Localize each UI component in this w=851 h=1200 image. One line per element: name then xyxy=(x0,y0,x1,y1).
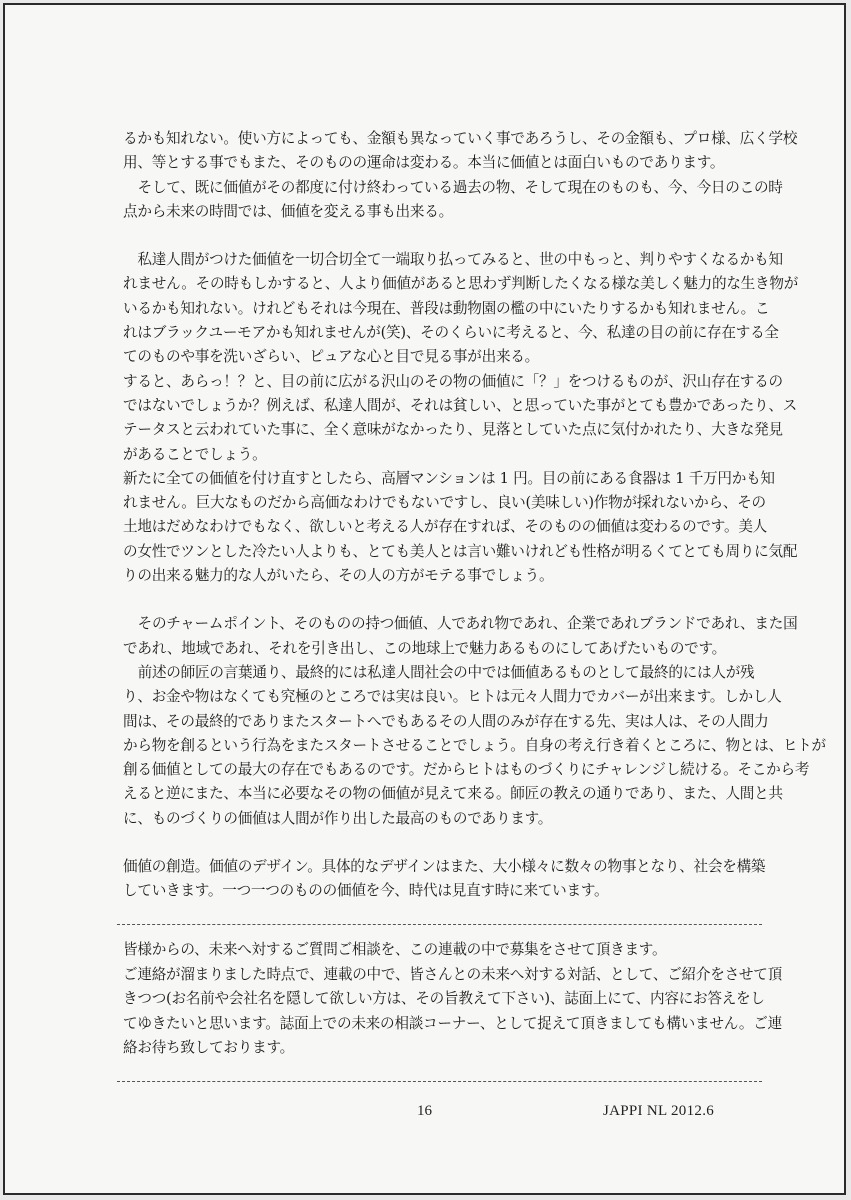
paragraph xyxy=(123,661,826,831)
text-line: れはブラックユーモアかも知れませんが(笑)、そのくらいに考えると、今、私達の目の前に存在する全 xyxy=(123,324,779,342)
text-line: 新たに全ての価値を付け直すとしたら、高層マンションは 1 円。目の前にある食器は 1 千万円かも知 xyxy=(123,469,775,487)
text-line: いるかも知れない。けれどもそれは今現在、普段は動物園の檻の中にいたりするかも知れません。こ xyxy=(123,299,770,317)
text-line: 私達人間がつけた価値を一切合切全て一端取り払ってみると、世の中もっと、判りやすくなるかも知 xyxy=(123,251,783,269)
paragraph xyxy=(123,176,783,225)
paragraph xyxy=(123,370,798,467)
paragraph xyxy=(123,855,768,904)
text-line: 点から未来の時間では、価値を変える事も出来る。 xyxy=(123,202,453,220)
paragraph-gap xyxy=(123,224,768,248)
document-page xyxy=(3,3,846,1195)
text-line: 間は、その最終的でありまたスタートへでもあるその人間のみが存在する先、実は人は、その人間力 xyxy=(123,712,769,730)
text-line: すると、あらっ！？と、目の前に広がる沢山のその物の価値に「？」をつけるものが、沢山存在するの xyxy=(123,372,783,390)
text-line: えると逆にまた、本当に必要なその物の価値が見えて来る。師匠の教えの通りであり、また、人間と共 xyxy=(123,785,783,803)
text-line: であれ、地域であれ、それを引き出し、この地球上で魅力あるものにしてあげたいものです。 xyxy=(123,639,727,657)
paragraph xyxy=(123,612,798,661)
reader-notice xyxy=(123,938,782,1061)
text-line: そのチャームポイント、そのものの持つ価値、人であれ物であれ、企業であれブランドであれ、また国 xyxy=(137,615,798,633)
page-number: 16 xyxy=(417,1103,432,1119)
text-line: 価値の創造。価値のデザイン。具体的なデザインはまた、大小様々に数々の物事となり、社会を構築 xyxy=(123,858,766,876)
notice-line: 絡お待ち致しております。 xyxy=(123,1039,294,1057)
paragraph-gap xyxy=(123,588,768,612)
notice-line: きつつ(お名前や会社名を隠して欲しい方は、その旨教えて下さい)、誌面上にて、内容にお答えをし xyxy=(123,990,765,1008)
text-line: 土地はだめなわけでもなく、欲しいと考える人が存在すれば、そのものの価値は変わるのです。美人 xyxy=(123,518,768,536)
notice-line: ご連絡が溜まりました時点で、連載の中で、皆さんとの未来へ対する対話、として、ご紹介をさせて頂 xyxy=(123,965,782,983)
divider-bottom xyxy=(117,1081,762,1082)
notice-line: 皆様からの、未来へ対するご質問ご相談を、この連載の中で募集をさせて頂きます。 xyxy=(123,941,667,958)
paragraph xyxy=(123,248,799,369)
article-body xyxy=(123,127,826,904)
text-line: てのものや事を洗いざらい、ピュアな心と目で見る事が出来る。 xyxy=(123,348,539,366)
text-line: があることでしょう。 xyxy=(123,445,267,463)
publication-info: JAPPI NL 2012.6 xyxy=(603,1103,715,1119)
text-line: れません。その時もしかすると、人より価値があると思わず判断したくなる様な美しく魅力的な生き物が xyxy=(123,275,799,293)
text-line: 創る価値としての最大の存在でもあるのです。だからヒトはものづくりにチャレンジし続ける。そこから考 xyxy=(123,761,810,779)
paragraph xyxy=(123,467,798,588)
divider-top xyxy=(117,924,762,925)
text-line: りの出来る魅力的な人がいたら、その人の方がモテる事でしょう。 xyxy=(123,567,554,585)
text-line: 前述の師匠の言葉通り、最終的には私達人間社会の中では価値あるものとして最終的には人が残 xyxy=(137,663,755,681)
text-line: ではないでしょうか？例えば、私達人間が、それは貧しい、と思っていた事がとても豊かであったり、ス xyxy=(123,396,798,414)
text-line: るかも知れない。使い方によっても、金額も異なっていく事であろうし、その金額も、プロ様、広く学校 xyxy=(123,130,798,147)
text-line: の女性でツンとした冷たい人よりも、とても美人とは言い難いけれども性格が明るくてとても周りに気配 xyxy=(123,542,798,560)
text-line: 用、等とする事でもまた、そのものの運命は変わる。本当に価値とは面白いものであります。 xyxy=(123,154,725,172)
notice-line: てゆきたいと思います。誌面上での未来の相談コーナー、として捉えて頂きましても構いません。ご連 xyxy=(123,1014,782,1032)
text-line: テータスと云われていた事に、全く意味がなかったり、見落としていた点に気付かれたり、大きな発見 xyxy=(123,421,783,439)
paragraph-gap xyxy=(123,831,768,855)
paragraph xyxy=(123,127,798,176)
text-line: していきます。一つ一つのものの価値を今、時代は見直す時に来ています。 xyxy=(123,882,609,900)
text-line: から物を創るという行為をまたスタートさせることでしょう。自身の考え行き着くところに、物とは、ヒトが xyxy=(123,736,826,754)
text-line: そして、既に価値がその都度に付け終わっている過去の物、そして現在のものも、今、今日のこの時 xyxy=(137,178,783,196)
text-line: に、ものづくりの価値は人間が作り出した最高のものであります。 xyxy=(123,809,553,827)
text-line: れません。巨大なものだから高価なわけでもないですし、良い(美味しい)作物が採れないから、その xyxy=(123,494,766,512)
text-line: り、お金や物はなくても究極のところでは実は良い。ヒトは元々人間力でカバーが出来ます。しかし人 xyxy=(123,688,782,706)
